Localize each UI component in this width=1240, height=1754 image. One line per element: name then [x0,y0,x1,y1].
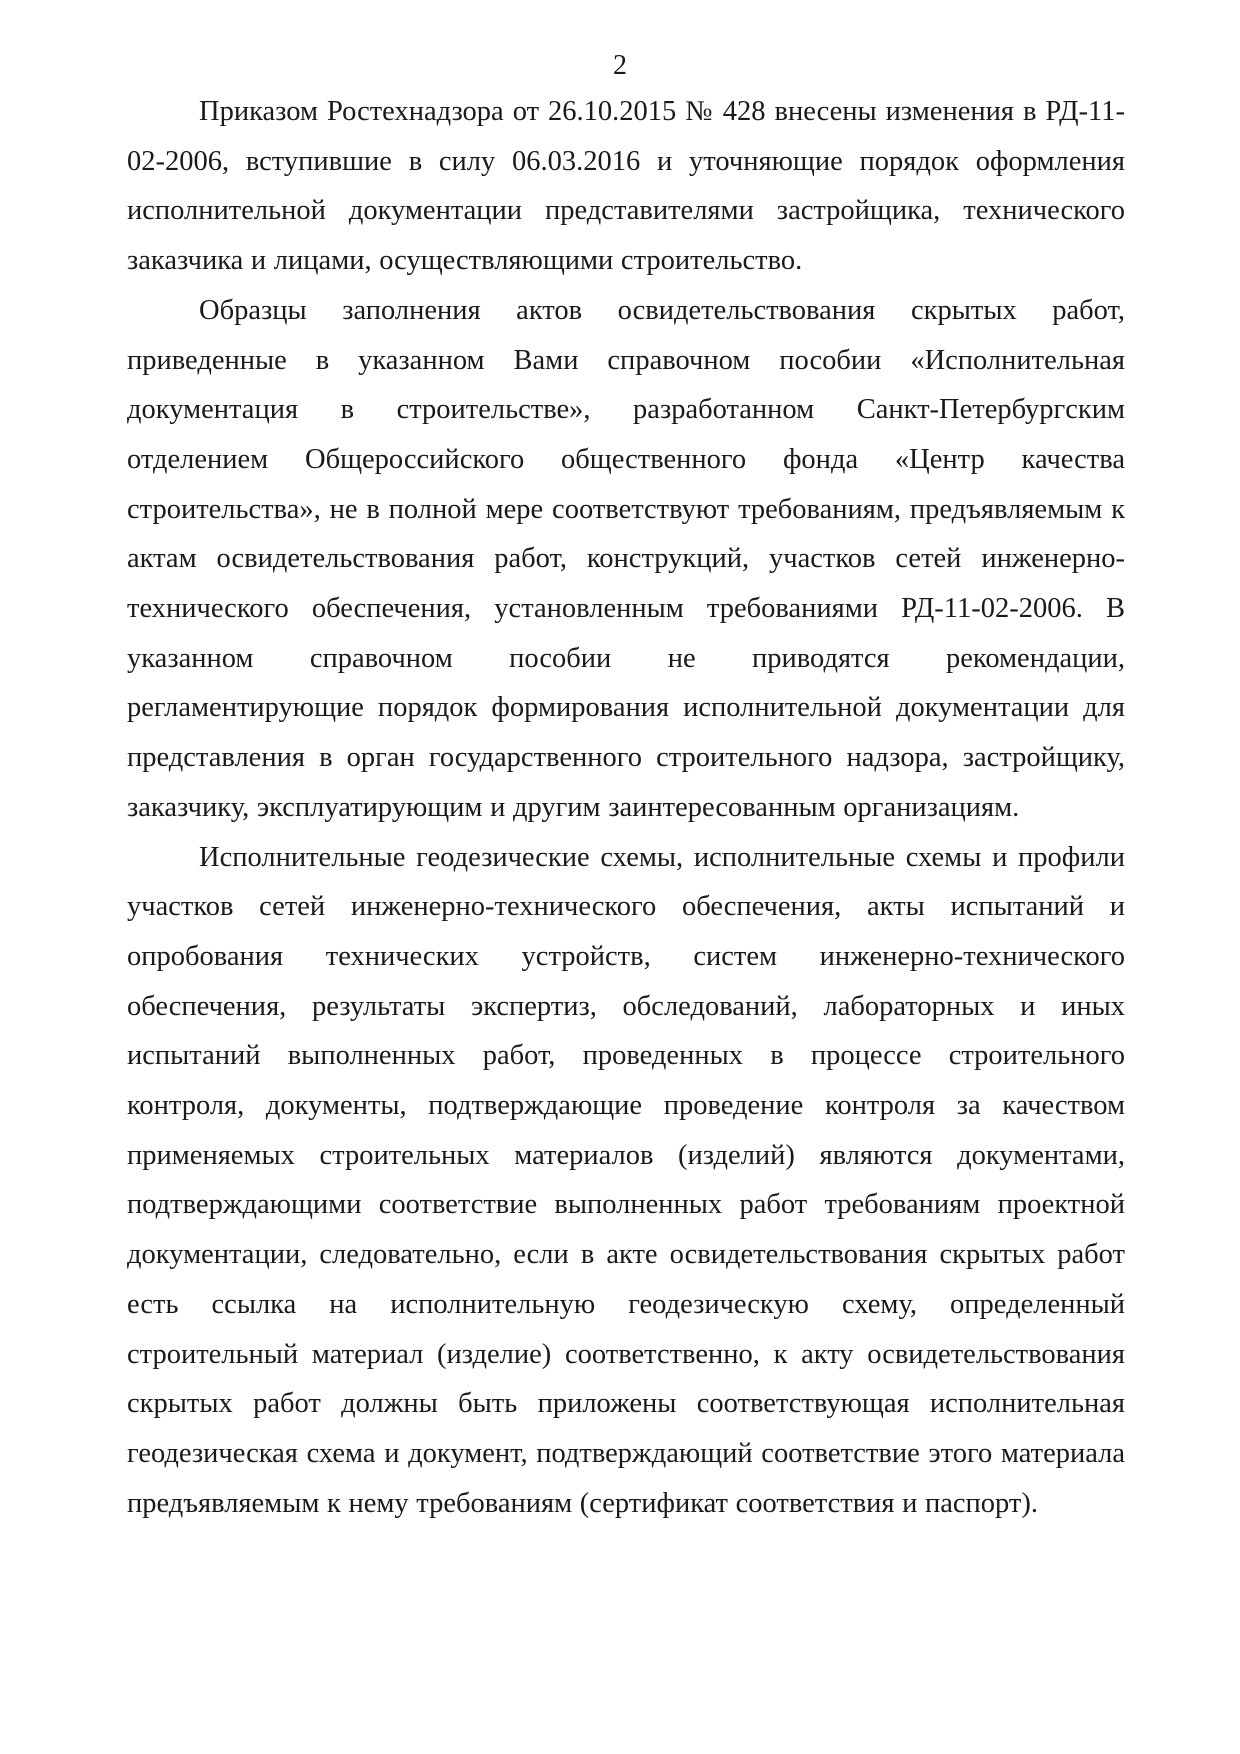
document-body [127,87,1125,1528]
paragraph-sample-acts: Образцы заполнения актов освидетельствования скрытых работ, приведенные в указанном Вами справочном пособии «Исполнительная документация в строительстве», разработанном Санкт-Петербургским отделением Общероссийского общественного фонда «Центр качества строительства», не в полной мере соответствуют требованиям, предъявляемым к актам освидетельствования работ, конструкций, участков сетей инженерно-технического обеспечения, установленным требованиями РД-11-02-2006. В указанном справочном пособии не приводятся рекомендации, регламентирующие порядок формирования исполнительной документации для представления в орган государственного строительного надзора, застройщику, заказчику, эксплуатирующим и другим заинтересованным организациям. [127,294,1125,823]
page-number: 2 [613,50,627,81]
paragraph-order-amendments: Приказом Ростехнадзора от 26.10.2015 № 428 внесены изменения в РД-11-02-2006, вступившие в силу 06.03.2016 и уточняющие порядок оформления исполнительной документации представителями застройщика, технического заказчика и лицами, осуществляющими строительство. [127,96,1125,277]
paragraph-executive-documents: Исполнительные геодезические схемы, исполнительные схемы и профили участков сетей инженерно-технического обеспечения, акты испытаний и опробования технических устройств, систем инженерно-технического обеспечения, результаты экспертиз, обследований, лабораторных и иных испытаний выполненных работ, проведенных в процессе строительного контроля, документы, подтверждающие проведение контроля за качеством применяемых строительных материалов (изделий) являются документами, подтверждающими соответствие выполненных работ требованиям проектной документации, следовательно, если в акте освидетельствования скрытых работ есть ссылка на исполнительную геодезическую схему, определенный строительный материал (изделие) соответственно, к акту освидетельствования скрытых работ должны быть приложены соответствующая исполнительная геодезическая схема и документ, подтверждающий соответствие этого материала предъявляемым к нему требованиям (сертификат соответствия и паспорт). [127,841,1125,1519]
